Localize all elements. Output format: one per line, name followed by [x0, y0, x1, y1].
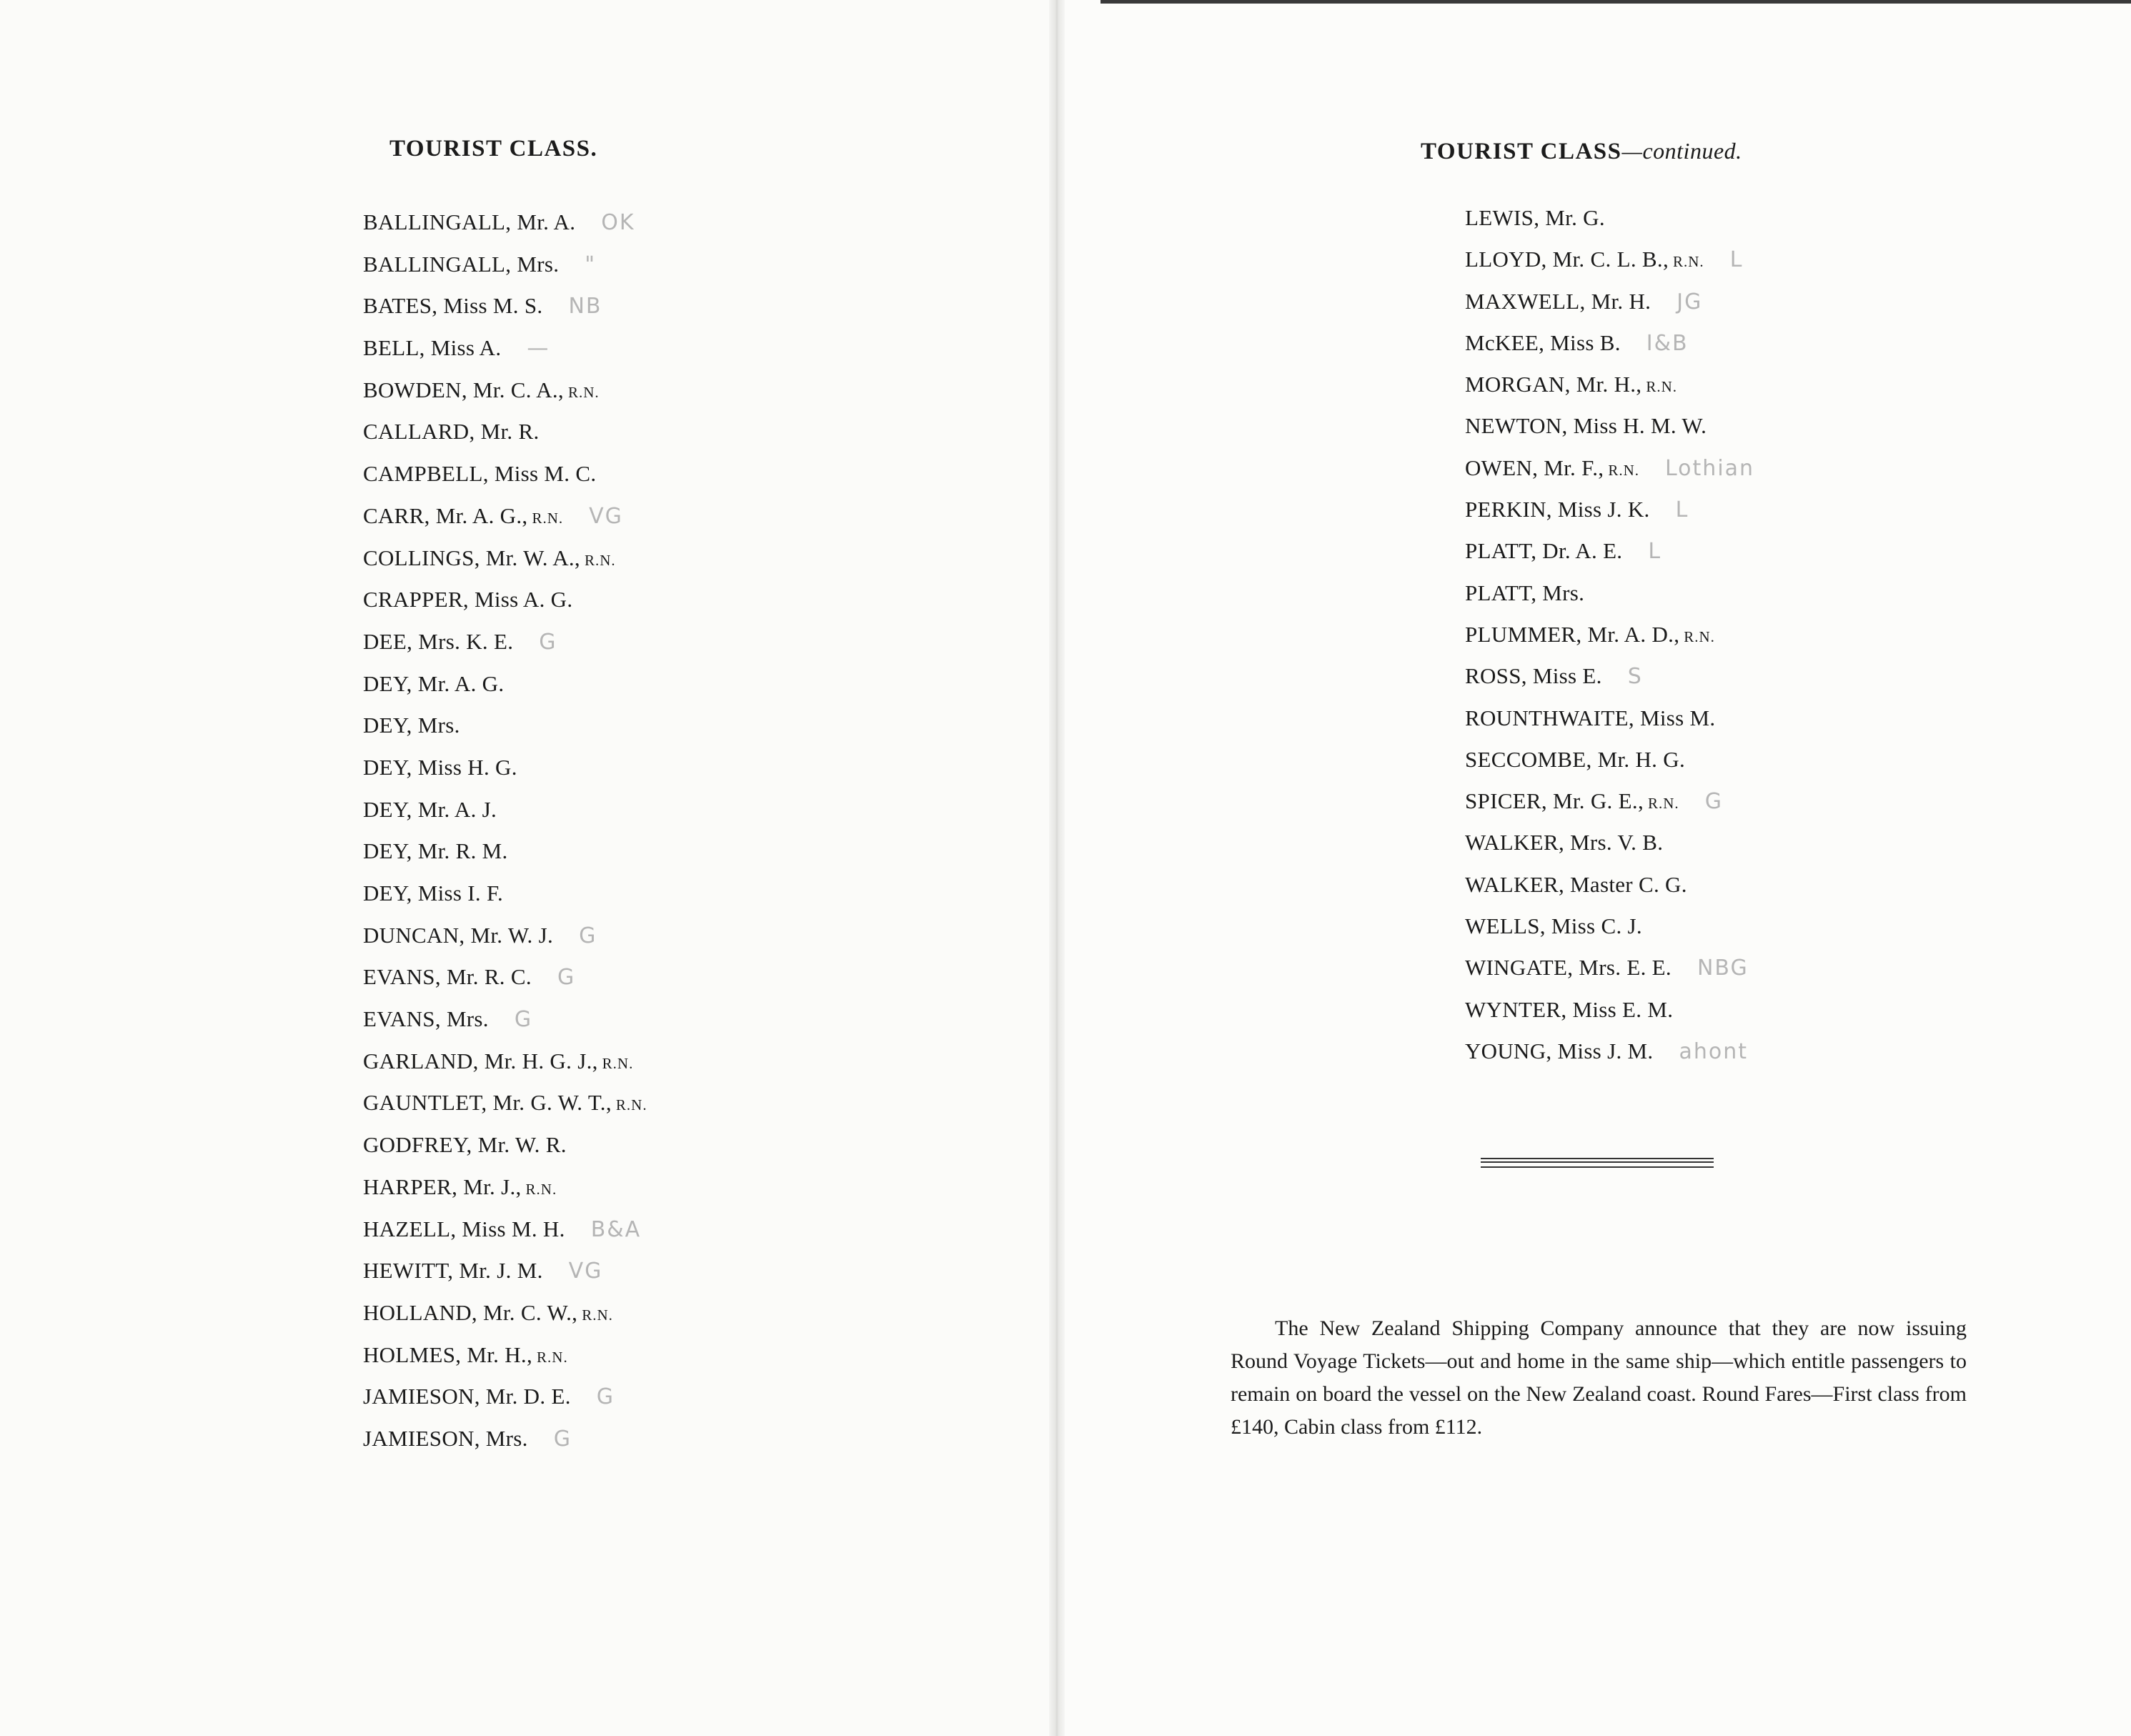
- passenger-name: MORGAN, Mr. H.,: [1465, 372, 1642, 397]
- left-page-heading: [389, 136, 597, 162]
- passenger-entry: [1465, 698, 1754, 739]
- passenger-entry: [363, 873, 647, 915]
- section-divider: [1481, 1158, 1714, 1168]
- book-spine: [1049, 0, 1065, 1736]
- passenger-suffix: R.N.: [615, 1096, 647, 1114]
- passenger-entry: [363, 369, 647, 412]
- handwritten-annotation: OK: [601, 210, 635, 235]
- passenger-name: CALLARD, Mr. R.: [363, 419, 540, 445]
- passenger-name: DEY, Miss I. F.: [363, 881, 504, 906]
- passenger-name: DUNCAN, Mr. W. J.: [363, 922, 554, 948]
- passenger-entry: [363, 244, 647, 286]
- right-page-heading: [1421, 138, 1742, 165]
- passenger-name: HOLMES, Mr. H.,: [363, 1341, 533, 1367]
- passenger-entry: [363, 327, 647, 369]
- passenger-entry: [363, 1124, 647, 1166]
- passenger-suffix: R.N.: [532, 509, 564, 527]
- handwritten-annotation: L: [1648, 539, 1662, 565]
- passenger-entry: [363, 579, 647, 621]
- passenger-name: HARPER, Mr. J.,: [363, 1174, 522, 1199]
- passenger-name: DEY, Miss H. G.: [363, 754, 517, 780]
- passenger-entry: [363, 747, 647, 789]
- handwritten-annotation: B&A: [590, 1216, 642, 1242]
- passenger-name: COLLINGS, Mr. W. A.,: [363, 545, 580, 570]
- passenger-entry: [363, 621, 647, 663]
- heading-text: TOURIST CLASS: [1421, 139, 1622, 164]
- passenger-list-right: [1465, 197, 1754, 1072]
- passenger-suffix: R.N.: [537, 1348, 568, 1366]
- shipping-notice: The New Zealand Shipping Company announce that they are now issuing Round Voyage Tickets—out and home in the same ship—which entitle passengers to remain on board the vessel on the New Zealand coast. Round Fares—First class from £140, Cabin class from £112.: [1231, 1316, 1967, 1439]
- passenger-entry: [1465, 530, 1754, 572]
- handwritten-annotation: JG: [1677, 289, 1703, 314]
- passenger-name: DEY, Mrs.: [363, 713, 460, 738]
- passenger-name: JAMIESON, Mr. D. E.: [363, 1384, 571, 1409]
- passenger-name: LEWIS, Mr. G.: [1465, 205, 1605, 230]
- passenger-name: DEY, Mr. A. J.: [363, 796, 497, 822]
- passenger-entry: [363, 1418, 647, 1460]
- passenger-entry: [1465, 947, 1754, 988]
- handwritten-annotation: G: [579, 923, 597, 948]
- passenger-name: BALLINGALL, Mrs.: [363, 251, 560, 277]
- passenger-entry: [363, 998, 647, 1041]
- heading-continued: —continued.: [1621, 138, 1742, 164]
- passenger-entry: [1465, 572, 1754, 614]
- passenger-suffix: R.N.: [584, 551, 616, 569]
- passenger-suffix: R.N.: [1648, 795, 1679, 813]
- passenger-list-left: [363, 202, 647, 1460]
- handwritten-annotation: S: [1627, 664, 1643, 690]
- passenger-name: GAUNTLET, Mr. G. W. T.,: [363, 1090, 612, 1116]
- passenger-entry: [1465, 322, 1754, 364]
- passenger-entry: [363, 453, 647, 495]
- passenger-name: ROSS, Miss E.: [1465, 663, 1602, 689]
- passenger-entry: [363, 495, 647, 537]
- passenger-name: NEWTON, Miss H. M. W.: [1465, 413, 1707, 439]
- handwritten-annotation: G: [557, 965, 576, 991]
- passenger-name: CAMPBELL, Miss M. C.: [363, 461, 597, 487]
- handwritten-annotation: ": [585, 252, 597, 277]
- passenger-entry: [1465, 864, 1754, 906]
- passenger-name: YOUNG, Miss J. M.: [1465, 1038, 1654, 1063]
- passenger-entry: [1465, 489, 1754, 530]
- passenger-entry: [1465, 989, 1754, 1031]
- handwritten-annotation: NB: [568, 294, 602, 319]
- passenger-entry: [363, 1041, 647, 1083]
- heading-text: TOURIST CLASS.: [389, 136, 598, 162]
- handwritten-annotation: G: [596, 1384, 615, 1410]
- handwritten-annotation: G: [539, 629, 557, 655]
- handwritten-annotation: L: [1729, 247, 1744, 273]
- passenger-name: HOLLAND, Mr. C. W.,: [363, 1299, 578, 1325]
- passenger-name: BELL, Miss A.: [363, 335, 502, 361]
- passenger-suffix: R.N.: [1646, 378, 1678, 396]
- passenger-name: EVANS, Mrs.: [363, 1006, 489, 1032]
- passenger-entry: [1465, 281, 1754, 322]
- passenger-suffix: R.N.: [1673, 253, 1704, 271]
- passenger-entry: [363, 1166, 647, 1209]
- passenger-name: OWEN, Mr. F.,: [1465, 455, 1604, 480]
- passenger-entry: [363, 830, 647, 873]
- passenger-entry: [1465, 655, 1754, 697]
- passenger-entry: [363, 663, 647, 705]
- passenger-name: PLATT, Mrs.: [1465, 580, 1585, 605]
- passenger-suffix: R.N.: [582, 1306, 613, 1324]
- handwritten-annotation: G: [1704, 789, 1723, 815]
- passenger-name: PLUMMER, Mr. A. D.,: [1465, 621, 1680, 647]
- passenger-name: PLATT, Dr. A. E.: [1465, 538, 1623, 564]
- passenger-entry: [1465, 906, 1754, 947]
- passenger-name: HAZELL, Miss M. H.: [363, 1216, 565, 1241]
- passenger-entry: [1465, 197, 1754, 239]
- passenger-entry: [363, 1082, 647, 1124]
- passenger-name: BALLINGALL, Mr. A.: [363, 209, 576, 234]
- passenger-entry: [363, 411, 647, 453]
- passenger-entry: [1465, 780, 1754, 822]
- passenger-name: WYNTER, Miss E. M.: [1465, 996, 1674, 1022]
- passenger-suffix: R.N.: [1684, 628, 1715, 645]
- passenger-suffix: R.N.: [567, 383, 600, 401]
- handwritten-annotation: Lothian: [1665, 455, 1755, 481]
- passenger-name: WINGATE, Mrs. E. E.: [1465, 955, 1671, 981]
- passenger-name: JAMIESON, Mrs.: [363, 1425, 528, 1451]
- passenger-suffix: R.N.: [602, 1054, 634, 1072]
- passenger-suffix: R.N.: [1608, 461, 1639, 479]
- handwritten-annotation: VG: [589, 503, 623, 529]
- passenger-entry: [363, 956, 647, 998]
- passenger-name: DEY, Mr. R. M.: [363, 838, 508, 864]
- passenger-entry: [1465, 1031, 1754, 1072]
- passenger-name: MAXWELL, Mr. H.: [1465, 288, 1651, 314]
- passenger-name: McKEE, Miss B.: [1465, 329, 1621, 355]
- passenger-entry: [363, 1292, 647, 1334]
- passenger-entry: [363, 1334, 647, 1377]
- passenger-entry: [1465, 822, 1754, 863]
- passenger-name: DEY, Mr. A. G.: [363, 670, 505, 696]
- passenger-entry: [1465, 739, 1754, 780]
- handwritten-annotation: VG: [568, 1259, 603, 1284]
- passenger-name: PERKIN, Miss J. K.: [1465, 497, 1650, 522]
- handwritten-annotation: ahont: [1679, 1038, 1748, 1064]
- passenger-name: LLOYD, Mr. C. L. B.,: [1465, 247, 1669, 272]
- passenger-entry: [1465, 614, 1754, 655]
- passenger-suffix: R.N.: [525, 1180, 557, 1198]
- passenger-entry: [363, 1209, 647, 1251]
- passenger-name: SECCOMBE, Mr. H. G.: [1465, 746, 1685, 772]
- passenger-name: WELLS, Miss C. J.: [1465, 913, 1642, 939]
- passenger-entry: [363, 1250, 647, 1292]
- passenger-name: WALKER, Master C. G.: [1465, 871, 1687, 897]
- handwritten-annotation: NBG: [1697, 956, 1749, 981]
- passenger-name: GODFREY, Mr. W. R.: [363, 1132, 567, 1158]
- passenger-entry: [363, 1376, 647, 1418]
- passenger-entry: [1465, 447, 1754, 489]
- passenger-entry: [1465, 239, 1754, 280]
- passenger-entry: [363, 285, 647, 327]
- passenger-entry: [1465, 364, 1754, 405]
- passenger-entry: [363, 202, 647, 244]
- passenger-name: SPICER, Mr. G. E.,: [1465, 788, 1644, 814]
- page-top-edge: [1101, 0, 2131, 4]
- passenger-entry: [363, 705, 647, 747]
- passenger-entry: [363, 789, 647, 831]
- passenger-name: CARR, Mr. A. G.,: [363, 502, 528, 528]
- passenger-name: EVANS, Mr. R. C.: [363, 964, 532, 990]
- passenger-name: BOWDEN, Mr. C. A.,: [363, 377, 564, 402]
- handwritten-annotation: G: [514, 1007, 533, 1033]
- passenger-name: CRAPPER, Miss A. G.: [363, 587, 573, 612]
- handwritten-annotation: L: [1675, 497, 1689, 523]
- handwritten-annotation: I&B: [1646, 330, 1689, 356]
- passenger-entry: [1465, 405, 1754, 447]
- passenger-name: HEWITT, Mr. J. M.: [363, 1258, 543, 1284]
- handwritten-annotation: —: [527, 336, 550, 362]
- passenger-name: GARLAND, Mr. H. G. J.,: [363, 1048, 598, 1073]
- passenger-entry: [363, 537, 647, 580]
- passenger-name: DEE, Mrs. K. E.: [363, 628, 514, 654]
- passenger-name: ROUNTHWAITE, Miss M.: [1465, 705, 1716, 730]
- passenger-entry: [363, 915, 647, 957]
- handwritten-annotation: G: [553, 1426, 572, 1452]
- passenger-name: WALKER, Mrs. V. B.: [1465, 830, 1664, 855]
- passenger-name: BATES, Miss M. S.: [363, 293, 543, 319]
